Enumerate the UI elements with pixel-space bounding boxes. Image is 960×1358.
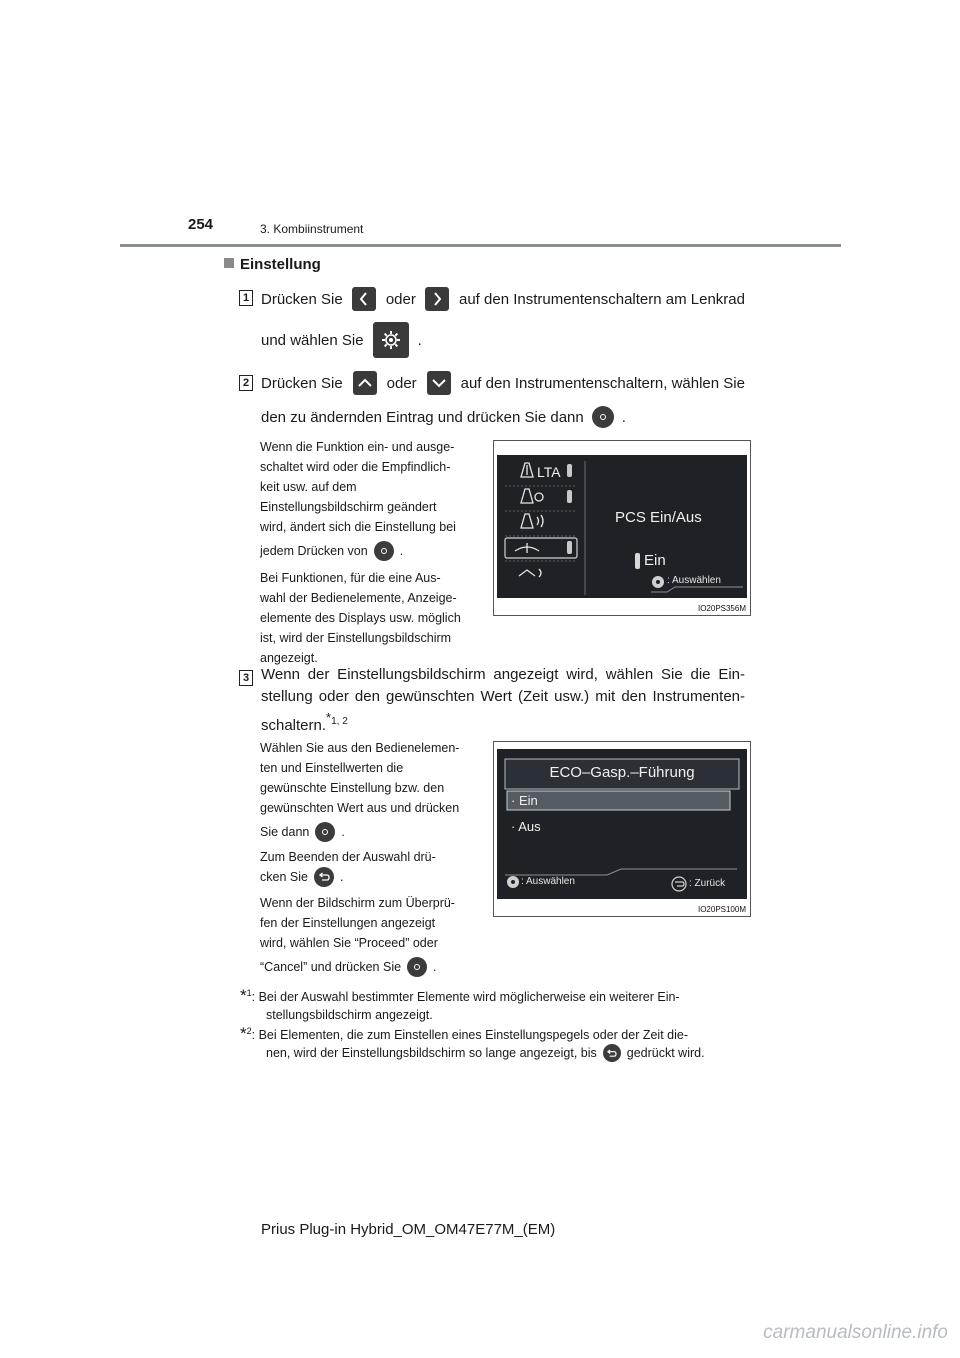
back-button-icon (314, 867, 334, 887)
step-2-line-1: Drücken Sie oder auf den Instrumentenschaltern, wählen Sie (261, 371, 745, 395)
step-3-line-1: Wenn der Einstellungsbildschirm angezeigt wird, wählen Sie die Ein- (261, 666, 745, 683)
step-number-1: 1 (239, 290, 253, 306)
footnote-2: *$^2$: Bei Elementen, die zum Einstellen eines Einstellungspegels oder der Zeit die- nen, wird der Einstellungsbildschirm so lange angezeigt, bis gedrückt wird. (240, 1024, 705, 1060)
option-ein: · Ein (511, 793, 538, 808)
step-3-line-3: schaltern.*$^{1, 2}$ (261, 710, 348, 734)
setting-title: PCS Ein/Aus (615, 509, 702, 526)
ok-button-icon (592, 406, 614, 428)
display-screen (497, 749, 747, 899)
footer-manual-id: Prius Plug-in Hybrid_OM_OM47E77M_(EM) (261, 1221, 556, 1238)
step-1-line-2: und wählen Sie . (261, 322, 422, 358)
left-arrow-button-icon (352, 287, 376, 311)
gear-icon (373, 322, 409, 358)
setting-title: ECO–Gasp.–Führung (549, 764, 695, 781)
select-hint: : Auswählen (667, 575, 721, 586)
setting-value: Ein (644, 552, 666, 569)
step-number-2: 2 (239, 375, 253, 391)
watermark: carmanualsonline.info (763, 1322, 948, 1343)
header-divider (120, 244, 841, 247)
display-screen (497, 455, 747, 598)
step-3-note: Wählen Sie aus den Bedienelemen- ten und Einstellwerten die gewünschte Einstellung bzw. den gewünschten Wert aus und drücken Sie dann . Zum Beenden der Auswahl drü- cken Sie . Wenn der Bildschirm zum Überprü- fen der Einstellungen angezeigt wird, wählen Sie “Proceed” oder “Cancel” und drücken Sie . (260, 738, 478, 977)
select-hint: : Auswählen (521, 876, 575, 887)
chapter-title: 3. Kombiinstrument (260, 222, 364, 236)
step-2-line-2: den zu ändernden Eintrag und drücken Sie dann . (261, 406, 626, 428)
step-number-3: 3 (239, 670, 253, 686)
down-arrow-button-icon (427, 371, 451, 395)
option-aus: · Aus (511, 819, 541, 834)
back-hint: : Zurück (689, 878, 726, 889)
figure-id: IO20PS100M (697, 905, 746, 914)
square-bullet-icon (224, 258, 234, 268)
ok-button-icon (374, 541, 394, 561)
up-arrow-button-icon (353, 371, 377, 395)
figure-id: IO20PS356M (697, 604, 746, 613)
step-1-line-1: Drücken Sie oder auf den Instrumentenschaltern am Lenkrad (261, 287, 745, 311)
page-number: 254 (188, 216, 214, 233)
figure-eco-settings (493, 741, 751, 917)
figure-pcs-settings (493, 440, 751, 616)
footnote-1: *$^1$: Bei der Auswahl bestimmter Elemente wird möglicherweise ein weiterer Ein- stellungsbildschirm angezeigt. (240, 986, 680, 1022)
footnote-mark: * (326, 710, 332, 725)
back-button-icon (603, 1044, 621, 1062)
menu-item-lta: LTA (537, 464, 561, 480)
right-arrow-button-icon (425, 287, 449, 311)
step-2-note: Wenn die Funktion ein- und ausge- schaltet wird oder die Empfindlich- keit usw. auf dem Einstellungsbildschirm geändert wird, ändert sich die Einstellung bei jedem Drücken von . Bei Funktionen, für die eine Aus- wahl der Bedienelemente, Anzeige- elemente des Displays usw. möglich ist, wird der Einstellungsbildschirm angezeigt. (260, 440, 461, 665)
footnote-refs: 1, 2 (331, 716, 348, 727)
step-3-line-2: stellung oder den gewünschten Wert (Zeit usw.) mit den Instrumenten- (261, 688, 745, 705)
section-heading: Einstellung (224, 256, 321, 273)
ok-button-icon (315, 822, 335, 842)
ok-button-icon (407, 957, 427, 977)
